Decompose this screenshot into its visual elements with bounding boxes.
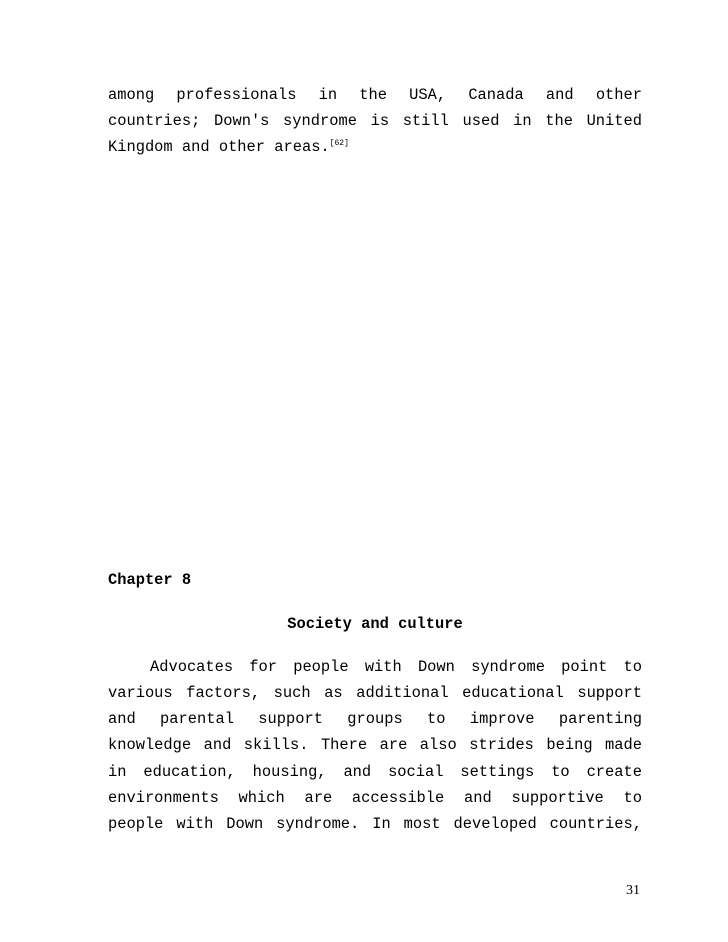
- top-paragraph-line-3: [108, 137, 642, 157]
- top-paragraph-line-3-text: Kingdom and other areas.: [108, 138, 330, 156]
- body-paragraph-line-7: people with Down syndrome. In most developed countries,: [108, 815, 642, 833]
- chapter-label: Chapter 8: [108, 571, 192, 589]
- top-paragraph-line-1: among professionals in the USA, Canada and other: [108, 86, 642, 104]
- top-paragraph-line-2: countries; Down's syndrome is still used in the United: [108, 112, 642, 130]
- body-paragraph-line-3: and parental support groups to improve parenting: [108, 710, 642, 728]
- section-title: Society and culture: [287, 615, 463, 633]
- page-number: 31: [626, 883, 640, 898]
- body-paragraph-line-5: in education, housing, and social settings to create: [108, 763, 642, 781]
- body-paragraph-line-2: various factors, such as additional educational support: [108, 684, 642, 702]
- body-paragraph-line-4: knowledge and skills. There are also strides being made: [108, 736, 642, 754]
- citation-marker: [62]: [329, 138, 349, 148]
- body-paragraph-line-6: environments which are accessible and supportive to: [108, 789, 642, 807]
- body-paragraph-line-1: Advocates for people with Down syndrome point to: [150, 658, 642, 676]
